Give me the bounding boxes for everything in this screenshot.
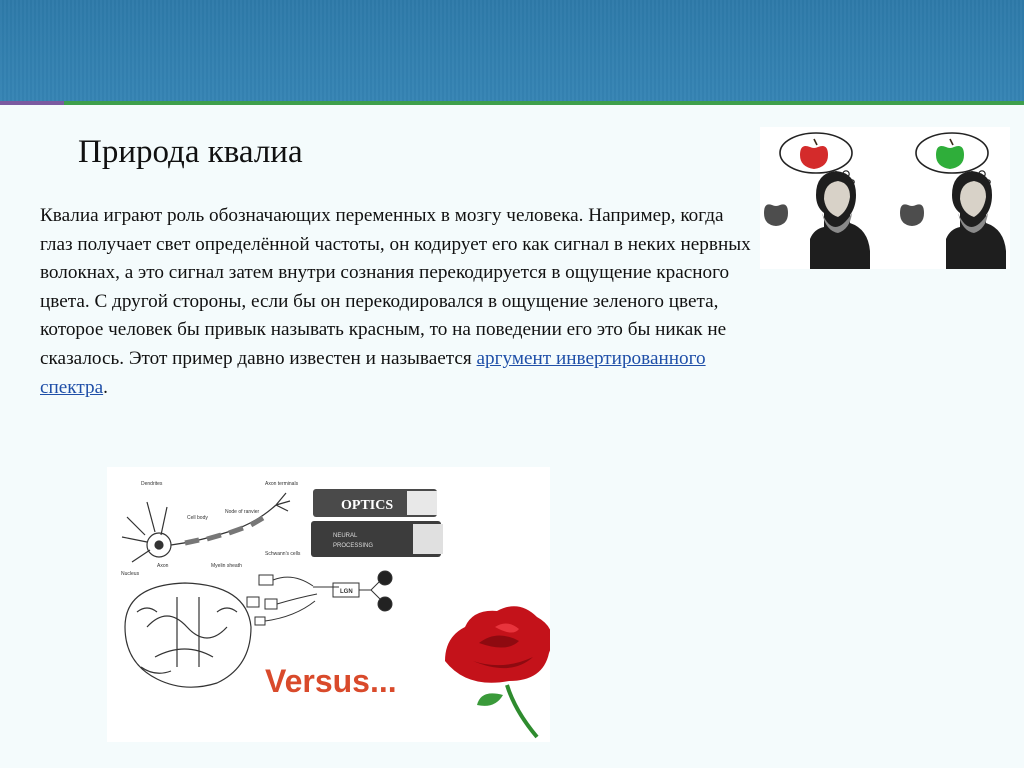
header-band [0, 0, 1024, 101]
lgn-schematic [247, 571, 392, 625]
axon-terminal [276, 493, 290, 511]
books-stack [311, 489, 443, 557]
brain-fold [137, 608, 237, 673]
schematic-wire [359, 580, 381, 600]
neuron-nucleus [155, 541, 163, 549]
schematic-node [378, 597, 392, 611]
thinker-red [764, 133, 870, 269]
rose-stem [507, 685, 537, 737]
versus-text: Versus... [265, 663, 397, 699]
schematic-box [265, 599, 277, 609]
body-text-main: Квалиа играют роль обозначающих переменных в мозгу человека. Например, когда глаз получает свет определённой частоты, он кодирует его как сигнал в неких нервных волокнах, а это сигнал затем внутри сознания перекодируется в ощущение красного цвета. С другой стороны, если бы он перекодировался в ощущение зеленого цвета, которое человек бы привык называть красным, то на поведении его это бы никак не сказалось. Этот пример давно известен и называется [40, 205, 751, 369]
inverted-spectrum-link[interactable]: аргумент инвертированного спектра [40, 347, 706, 398]
inverted-qualia-illustration [760, 127, 1010, 269]
inverted-qualia-svg [760, 127, 1010, 269]
neuron-label: Axon [157, 563, 169, 569]
neuron-label: Axon terminals [265, 481, 299, 487]
neuron-label: Nucleus [121, 571, 140, 577]
neuron-label: Node of ranvier [225, 509, 260, 515]
schematic-box [255, 617, 265, 625]
neuron-label: Dendrites [141, 481, 163, 487]
slide-body-text [40, 202, 755, 402]
gray-apple-icon [764, 204, 788, 226]
optics-vs-rose-collage [107, 467, 550, 742]
body-text-end: . [103, 376, 108, 398]
neuron-label: Cell body [187, 515, 208, 521]
red-rose-image [445, 606, 550, 737]
dendrite [122, 502, 167, 562]
slide-title: Природа квалиа [78, 134, 303, 170]
brain-diagram [125, 583, 251, 687]
gray-apple-icon [900, 204, 924, 226]
book-neural-title: PROCESSING [333, 543, 374, 549]
neuron-axon [171, 505, 276, 545]
book-pages [407, 491, 437, 515]
lgn-label: LGN [340, 589, 353, 595]
collage-svg [107, 467, 550, 742]
book-neural-title: NEURAL [333, 533, 358, 539]
schematic-box [247, 597, 259, 607]
brain-outline [125, 583, 251, 687]
neuron-label: Myelin sheath [211, 563, 242, 569]
neuron-label: Schwann's cells [265, 551, 301, 557]
thinker-green [900, 133, 1006, 269]
schematic-node [378, 571, 392, 585]
book-pages [413, 524, 443, 554]
rose-leaf [477, 693, 503, 706]
book-optics-title: OPTICS [341, 498, 394, 513]
visual-pathway [147, 597, 227, 667]
schematic-box [259, 575, 273, 585]
